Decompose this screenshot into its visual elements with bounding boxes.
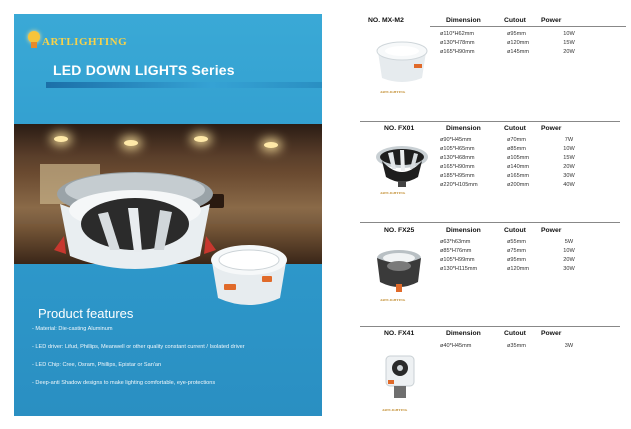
header-cutout: Cutout bbox=[504, 125, 526, 132]
product-logo: ARTLIGHTING bbox=[380, 90, 406, 94]
cutout-value: ø35mm bbox=[507, 343, 526, 349]
power-value: 3W bbox=[564, 343, 574, 349]
features-list bbox=[32, 326, 322, 398]
product-image-fx41 bbox=[380, 352, 420, 404]
product-logo: ARTLIGHTING bbox=[380, 298, 406, 302]
feature-item: - Material: Die-casting Aluminum bbox=[32, 326, 113, 332]
spec-row bbox=[440, 137, 620, 146]
header-power: Power bbox=[541, 330, 562, 337]
header-cutout: Cutout bbox=[504, 330, 526, 337]
spec-row bbox=[440, 164, 620, 173]
divider bbox=[360, 222, 620, 223]
product-image-fx25 bbox=[374, 246, 424, 296]
spec-row bbox=[440, 49, 620, 58]
power-value: 7W bbox=[564, 137, 574, 143]
cutout-value: ø70mm bbox=[507, 137, 526, 143]
product-image-mx-m2 bbox=[374, 38, 430, 88]
cutout-value: ø55mm bbox=[507, 239, 526, 245]
dimension-value: ø105*H65mm bbox=[440, 146, 475, 152]
spec-row bbox=[440, 31, 620, 40]
dimension-value: ø130*H115mm bbox=[440, 266, 478, 272]
feature-item: - LED driver: Lifud, Phillips, Meanwell or other quality constant current / Isolated driver bbox=[32, 344, 245, 350]
header-cutout: Cutout bbox=[504, 227, 526, 234]
dimension-value: ø85*H76mm bbox=[440, 248, 472, 254]
power-value: 10W bbox=[563, 146, 575, 152]
brand-logo bbox=[26, 31, 127, 53]
model-number: NO. FX25 bbox=[384, 227, 415, 234]
series-title: LED DOWN LIGHTS Series bbox=[53, 62, 235, 78]
dimension-value: ø130*H68mm bbox=[440, 155, 475, 161]
spec-row bbox=[440, 266, 620, 275]
power-value: 20W bbox=[563, 49, 575, 55]
model-number: NO. FX01 bbox=[384, 125, 415, 132]
cutout-value: ø140mm bbox=[507, 164, 530, 170]
dimension-value: ø165*H90mm bbox=[440, 49, 475, 55]
spec-row bbox=[440, 343, 620, 352]
dimension-value: ø110*H62mm bbox=[440, 31, 475, 37]
power-value: 5W bbox=[564, 239, 574, 245]
model-number: NO. MX-M2 bbox=[368, 17, 404, 24]
dimension-value: ø105*H99mm bbox=[440, 257, 475, 263]
spec-row bbox=[440, 182, 620, 191]
header-dimension: Dimension bbox=[446, 17, 481, 24]
power-value: 15W bbox=[563, 155, 575, 161]
downlight-small-image bbox=[204, 236, 294, 316]
brochure-panel bbox=[14, 14, 322, 416]
cutout-value: ø95mm bbox=[507, 257, 526, 263]
spec-rows bbox=[440, 31, 620, 58]
power-value: 30W bbox=[563, 266, 575, 272]
divider bbox=[360, 121, 620, 122]
dimension-value: ø90*H45mm bbox=[440, 137, 472, 143]
spec-row bbox=[440, 239, 620, 248]
downlight-large-image bbox=[50, 164, 220, 284]
cutout-value: ø120mm bbox=[507, 40, 530, 46]
spec-header bbox=[360, 227, 620, 237]
title-underline bbox=[46, 82, 322, 88]
cutout-value: ø75mm bbox=[507, 248, 526, 254]
feature-item: - Deep-anti Shadow designs to make lighting comfortable, eye-protections bbox=[32, 380, 216, 386]
dimension-value: ø185*H95mm bbox=[440, 173, 475, 179]
dimension-value: ø40*H45mm bbox=[440, 343, 472, 349]
dimension-value: ø63*h63mm bbox=[440, 239, 471, 245]
divider bbox=[360, 326, 620, 327]
product-image-fx01 bbox=[374, 143, 430, 189]
brand-logo-text: ARTLIGHTING bbox=[42, 36, 128, 48]
header-power: Power bbox=[541, 125, 562, 132]
spec-block-fx25 bbox=[360, 222, 620, 307]
power-value: 20W bbox=[563, 164, 575, 170]
model-number: NO. FX41 bbox=[384, 330, 415, 337]
cutout-value: ø200mm bbox=[507, 182, 530, 188]
header-power: Power bbox=[541, 227, 562, 234]
cutout-value: ø165mm bbox=[507, 173, 530, 179]
header-cutout: Cutout bbox=[504, 17, 526, 24]
cutout-value: ø95mm bbox=[507, 31, 526, 37]
power-value: 15W bbox=[563, 40, 575, 46]
spec-row bbox=[440, 173, 620, 182]
product-logo: ARTLIGHTING bbox=[382, 408, 408, 412]
spec-row bbox=[440, 40, 620, 49]
power-value: 10W bbox=[563, 31, 575, 37]
power-value: 40W bbox=[563, 182, 575, 188]
header-dimension: Dimension bbox=[446, 227, 481, 234]
spec-header bbox=[360, 17, 620, 27]
spec-row bbox=[440, 257, 620, 266]
cutout-value: ø120mm bbox=[507, 266, 530, 272]
dimension-value: ø130*H78mm bbox=[440, 40, 475, 46]
cutout-value: ø105mm bbox=[507, 155, 530, 161]
power-value: 10W bbox=[563, 248, 575, 254]
spec-header bbox=[360, 125, 620, 135]
power-value: 30W bbox=[563, 173, 575, 179]
spec-rows bbox=[440, 239, 620, 275]
dimension-value: ø220*H105mm bbox=[440, 182, 478, 188]
bulb-icon bbox=[27, 31, 41, 53]
spec-block-mx-m2 bbox=[360, 14, 620, 104]
spec-row bbox=[440, 248, 620, 257]
header-power: Power bbox=[541, 17, 562, 24]
power-value: 20W bbox=[563, 257, 575, 263]
dimension-value: ø165*H90mm bbox=[440, 164, 475, 170]
header-dimension: Dimension bbox=[446, 125, 481, 132]
spec-row bbox=[440, 146, 620, 155]
cutout-value: ø85mm bbox=[507, 146, 526, 152]
product-logo: ARTLIGHTING bbox=[380, 191, 406, 195]
spec-header bbox=[360, 330, 620, 340]
feature-item: - LED Chip: Cree, Osram, Phillips, Epistar or San'an bbox=[32, 362, 162, 368]
spec-rows bbox=[440, 343, 620, 352]
spec-block-fx01 bbox=[360, 121, 620, 216]
cutout-value: ø145mm bbox=[507, 49, 530, 55]
spec-block-fx41 bbox=[360, 326, 620, 421]
spec-rows bbox=[440, 137, 620, 191]
features-title: Product features bbox=[38, 306, 134, 321]
header-dimension: Dimension bbox=[446, 330, 481, 337]
spec-row bbox=[440, 155, 620, 164]
